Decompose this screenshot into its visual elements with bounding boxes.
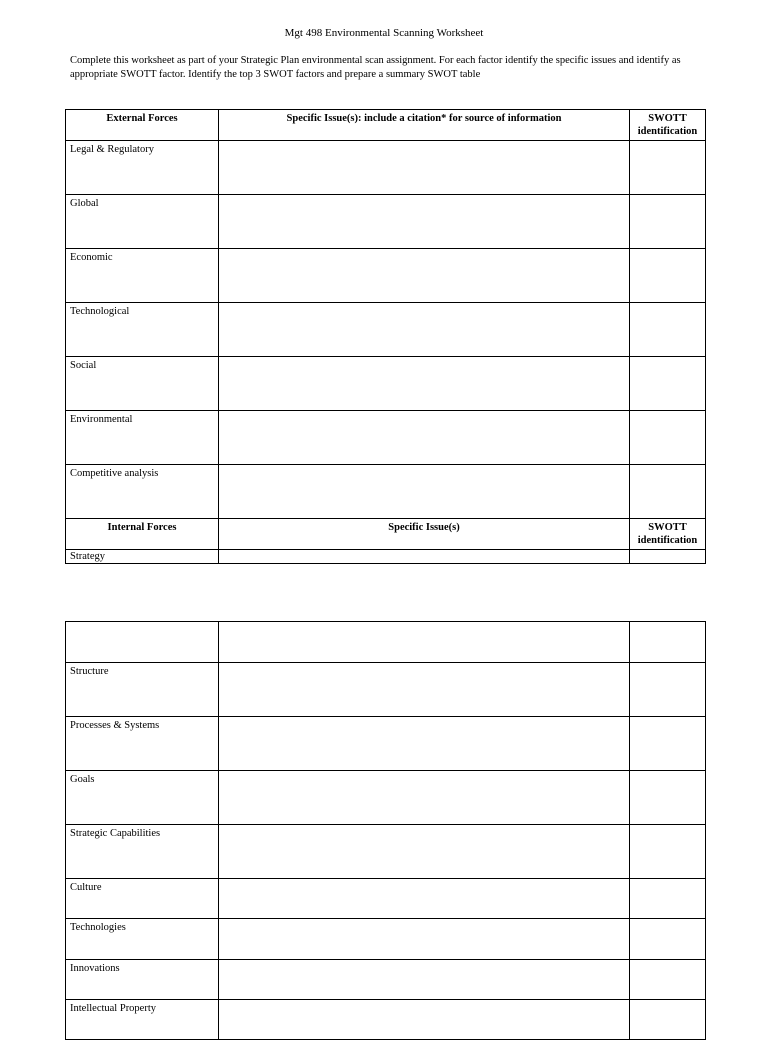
swott-cell[interactable] — [630, 550, 706, 564]
row-label: Culture — [66, 879, 219, 919]
header-swott-identification: SWOTT identification — [630, 110, 706, 141]
issue-cell[interactable] — [219, 411, 630, 465]
issue-cell[interactable] — [219, 879, 630, 919]
swott-cell[interactable] — [630, 465, 706, 519]
swott-cell[interactable] — [630, 195, 706, 249]
issue-cell[interactable] — [219, 622, 630, 663]
issue-cell[interactable] — [219, 663, 630, 717]
swott-cell[interactable] — [630, 1000, 706, 1040]
issue-cell[interactable] — [219, 1000, 630, 1040]
issue-cell[interactable] — [219, 195, 630, 249]
row-label: Technologies — [66, 919, 219, 960]
row-label: Environmental — [66, 411, 219, 465]
swott-cell[interactable] — [630, 357, 706, 411]
issue-cell[interactable] — [219, 141, 630, 195]
header-external-forces: External Forces — [66, 110, 219, 141]
row-label: Innovations — [66, 960, 219, 1000]
row-label: Goals — [66, 771, 219, 825]
issue-cell[interactable] — [219, 465, 630, 519]
row-label: Structure — [66, 663, 219, 717]
swott-cell[interactable] — [630, 303, 706, 357]
row-label: Intellectual Property — [66, 1000, 219, 1040]
header-internal-forces: Internal Forces — [66, 519, 219, 550]
swott-cell[interactable] — [630, 879, 706, 919]
issue-cell[interactable] — [219, 960, 630, 1000]
row-label: Social — [66, 357, 219, 411]
swott-cell[interactable] — [630, 717, 706, 771]
row-label — [66, 622, 219, 663]
instructions-paragraph: Complete this worksheet as part of your Strategic Plan environmental scan assignment. For each factor identify the specific issues and identify as appropriate SWOTT factor. Identify the top 3 SWOT factors and prepare a summary SWOT table — [70, 55, 681, 80]
issue-cell[interactable] — [219, 825, 630, 879]
swott-cell[interactable] — [630, 825, 706, 879]
header-specific-issues: Specific Issue(s) — [219, 519, 630, 550]
row-label: Technological — [66, 303, 219, 357]
issue-cell[interactable] — [219, 249, 630, 303]
issue-cell[interactable] — [219, 919, 630, 960]
header-specific-issues: Specific Issue(s): include a citation* for source of information — [219, 110, 630, 141]
swott-cell[interactable] — [630, 663, 706, 717]
swott-cell[interactable] — [630, 622, 706, 663]
swott-cell[interactable] — [630, 771, 706, 825]
row-label: Strategic Capabilities — [66, 825, 219, 879]
row-label: Competitive analysis — [66, 465, 219, 519]
issue-cell[interactable] — [219, 717, 630, 771]
external-internal-forces-table — [65, 109, 706, 564]
row-label: Global — [66, 195, 219, 249]
issue-cell[interactable] — [219, 550, 630, 564]
issue-cell[interactable] — [219, 357, 630, 411]
swott-cell[interactable] — [630, 249, 706, 303]
header-swott-identification: SWOTT identification — [630, 519, 706, 550]
issue-cell[interactable] — [219, 303, 630, 357]
swott-cell[interactable] — [630, 919, 706, 960]
swott-cell[interactable] — [630, 141, 706, 195]
swott-cell[interactable] — [630, 960, 706, 1000]
document-title: Mgt 498 Environmental Scanning Worksheet — [284, 27, 484, 39]
swott-cell[interactable] — [630, 411, 706, 465]
row-label: Strategy — [66, 550, 219, 564]
row-label: Economic — [66, 249, 219, 303]
issue-cell[interactable] — [219, 771, 630, 825]
internal-forces-continued-table — [65, 621, 706, 1040]
row-label: Processes & Systems — [66, 717, 219, 771]
row-label: Legal & Regulatory — [66, 141, 219, 195]
